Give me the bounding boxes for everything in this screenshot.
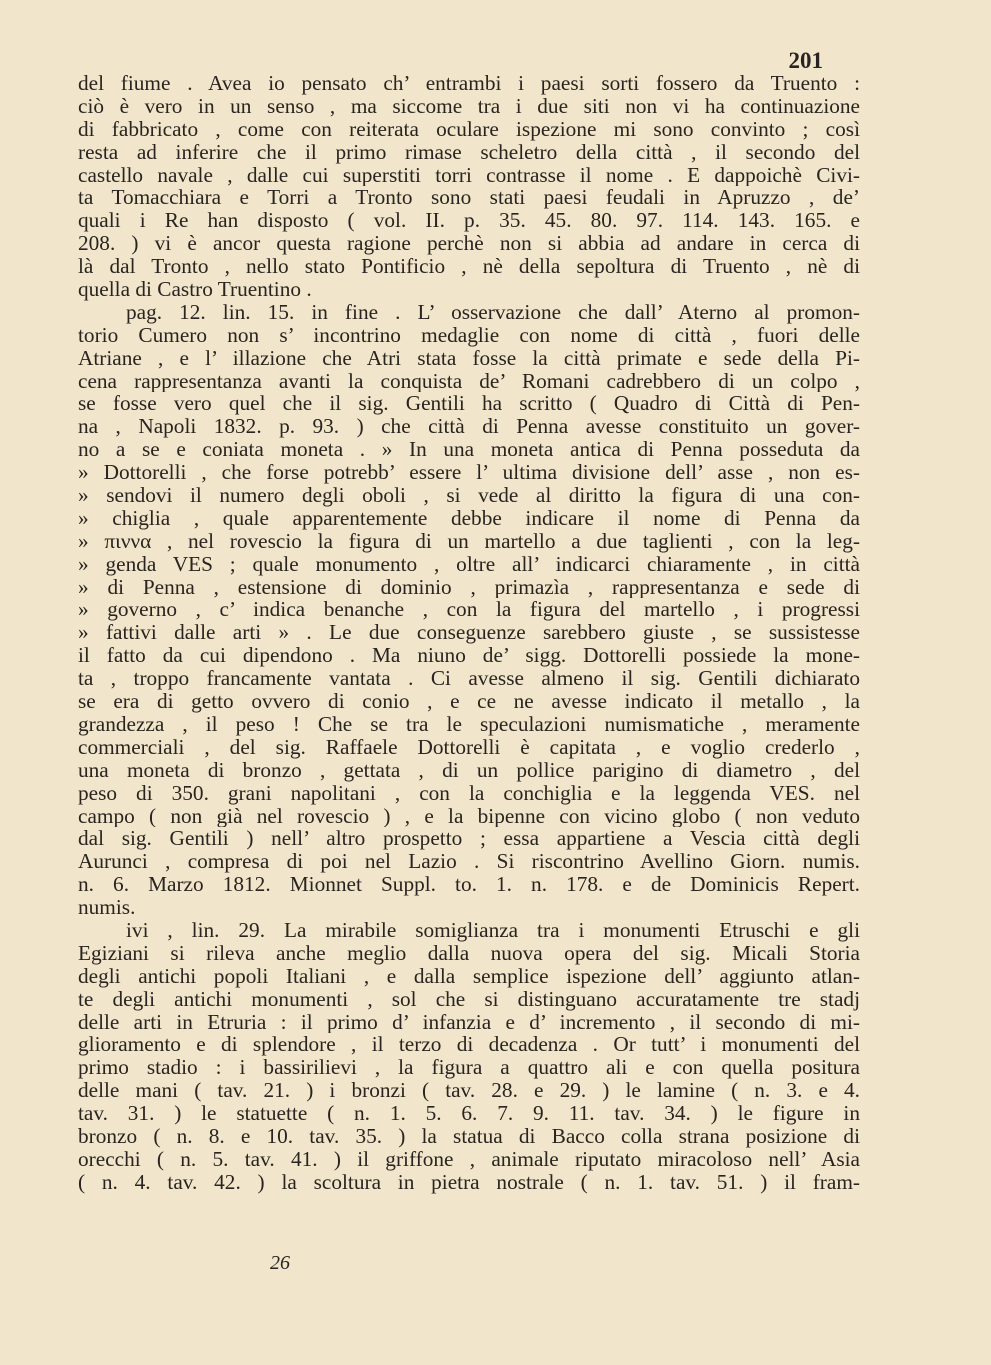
page-number: 201 xyxy=(788,48,823,73)
text-line: pag. 12. lin. 15. in fine . L’ osservazione che dall’ Aterno al promon- xyxy=(126,300,860,324)
text-line: quella di Castro Truentino . xyxy=(78,278,312,301)
text-line: » di Penna , estensione di dominio , primazìa , rappresentanza e sede di xyxy=(78,575,860,599)
text-line: di fabbricato , come con reiterata oculare ispezione mi sono convinto ; così xyxy=(78,117,860,141)
text-line: » governo , c’ indica benanche , con la figura del martello , i progressi xyxy=(78,598,860,622)
text-line: se era di getto ovvero di conio , e ce ne avesse indicato il metallo , la xyxy=(78,690,860,713)
text-line: delle mani ( tav. 21. ) i bronzi ( tav. 28. e 29. ) le lamine ( n. 3. e 4. xyxy=(78,1079,860,1103)
text-line: delle arti in Etruria : il primo d’ infanzia e d’ incremento , il secondo di mi- xyxy=(78,1010,860,1034)
text-line: campo ( non già nel rovescio ) , e la bipenne con vicino globo ( non veduto xyxy=(78,804,860,828)
text-line: » sendovi il numero degli oboli , si vede al diritto la figura di una con- xyxy=(78,484,860,507)
text-line: 208. ) vi è ancor questa ragione perchè non si abbia ad andare in cerca di xyxy=(78,232,860,256)
body-text xyxy=(78,72,860,1194)
text-line: primo stadio : i bassirilievi , la figura a quattro ali e con quella positura xyxy=(78,1056,860,1080)
signature-mark: 26 xyxy=(270,1252,290,1274)
text-line: là dal Tronto , nello stato Pontificio , nè della sepoltura di Truento , nè di xyxy=(78,255,860,279)
text-line: degli antichi popoli Italiani , e dalla semplice ispezione dell’ aggiunto atlan- xyxy=(78,964,860,988)
text-line: na , Napoli 1832. p. 93. ) che città di Penna avesse constituito un gover- xyxy=(78,415,860,439)
text-line: » πιννα , nel rovescio la figura di un martello a due taglienti , con la leg- xyxy=(78,529,860,553)
text-line: » Dottorelli , che forse potrebb’ essere l’ ultima divisione dell’ asse , non es- xyxy=(78,461,860,485)
text-line: Atriane , e l’ illazione che Atri stata fosse la città primate e sede della Pi- xyxy=(78,346,860,370)
text-line: orecchi ( n. 5. tav. 41. ) il griffone , animale riputato miracoloso nell’ Asia xyxy=(78,1147,860,1171)
text-line: te degli antichi monumenti , sol che si distinguano accuratamente tre stadj xyxy=(78,987,860,1011)
text-line: grandezza , il peso ! Che se tra le speculazioni numismatiche , meramente xyxy=(78,712,860,736)
text-line: dal sig. Gentili ) nell’ altro prospetto ; essa appartiene a Vescia città degli xyxy=(78,827,860,851)
text-line: Aurunci , compresa di poi nel Lazio . Si riscontrino Avellino Giorn. numis. xyxy=(78,850,860,874)
text-line: no a se e coniata moneta . » In una moneta antica di Penna posseduta da xyxy=(78,438,860,462)
text-line: torio Cumero non s’ incontrino medaglie con nome di città , fuori delle xyxy=(78,323,860,347)
text-line: » fattivi dalle arti » . Le due conseguenze sarebbero giuste , se sussistesse xyxy=(78,621,860,645)
text-line: resta ad inferire che il primo rimase scheletro della città , il secondo del xyxy=(78,140,860,164)
text-line: una moneta di bronzo , gettata , di un pollice parigino di diametro , del xyxy=(78,758,860,782)
text-line: ta Tomacchiara e Torri a Tronto sono stati paesi feudali in Apruzzo , de’ xyxy=(78,186,860,210)
text-line: castello navale , dalle cui superstiti torri contrasse il nome . E dappoichè Civi- xyxy=(78,163,860,187)
text-line: glioramento e di splendore , il terzo di decadenza . Or tutt’ i monumenti del xyxy=(78,1033,860,1057)
text-line: il fatto da cui dipendono . Ma niuno de’ sigg. Dottorelli possiede la mone- xyxy=(78,644,860,668)
text-line: commerciali , del sig. Raffaele Dottorelli è capitata , e voglio crederlo , xyxy=(78,735,860,759)
text-line: » chiglia , quale apparentemente debbe indicare il nome di Penna da xyxy=(78,506,860,530)
text-line: se fosse vero quel che il sig. Gentili ha scritto ( Quadro di Città di Pen- xyxy=(78,392,860,416)
text-line: ta , troppo francamente vantata . Ci avesse almeno il sig. Gentili dichiarato xyxy=(78,667,860,691)
text-line: n. 6. Marzo 1812. Mionnet Suppl. to. 1. n. 178. e de Dominicis Repert. xyxy=(78,873,860,897)
text-line: bronzo ( n. 8. e 10. tav. 35. ) la statua di Bacco colla strana posizione di xyxy=(78,1124,860,1148)
text-line: Egiziani si rileva anche meglio dalla nuova opera del sig. Micali Storia xyxy=(78,941,860,965)
text-line: ivi , lin. 29. La mirabile somiglianza tra i monumenti Etruschi e gli xyxy=(126,918,860,942)
text-line: ( n. 4. tav. 42. ) la scoltura in pietra nostrale ( n. 1. tav. 51. ) il fram- xyxy=(78,1170,860,1194)
text-line: del fiume . Avea io pensato ch’ entrambi i paesi sorti fossero da Truento : xyxy=(78,72,860,95)
text-line: peso di 350. grani napolitani , con la conchiglia e la leggenda VES. nel xyxy=(78,781,860,805)
text-line: tav. 31. ) le statuette ( n. 1. 5. 6. 7. 9. 11. tav. 34. ) le figure in xyxy=(78,1102,860,1125)
text-line: numis. xyxy=(78,896,136,919)
text-line: » genda VES ; quale monumento , oltre all’ indicarci chiaramente , in città xyxy=(78,552,860,576)
text-line: ciò è vero in un senso , ma siccome tra i due siti non vi ha continuazione xyxy=(78,94,860,118)
text-line: quali i Re han disposto ( vol. II. p. 35. 45. 80. 97. 114. 143. 165. e xyxy=(78,209,860,233)
text-line: cena rappresentanza avanti la conquista de’ Romani cadrebbero di un colpo , xyxy=(78,369,860,393)
